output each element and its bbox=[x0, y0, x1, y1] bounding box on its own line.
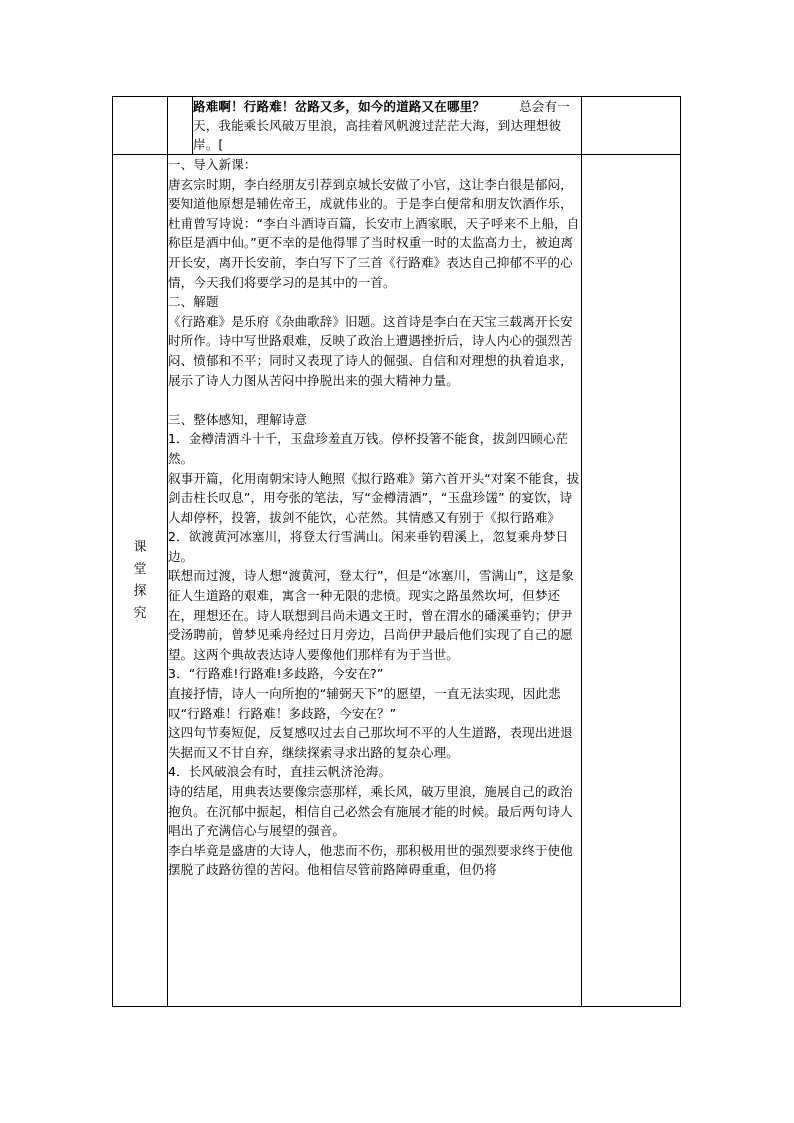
section-label-char: 探 bbox=[133, 583, 147, 599]
section-label-cell bbox=[113, 155, 168, 1007]
analysis-2: 联想而过渡，诗人想“渡黄河，登太行”，但是“冰塞川，雪满山”，这是象征人生道路的艰难，寓含一种无限的悲愤。现实之路虽然坎坷，但梦还在，理想还在。诗人联想到吕尚未遇文王时，曾在渭水的磻溪垂钓；伊尹受汤聘前，曾梦见乘舟经过日月旁边，吕尚伊尹最后他们实现了自己的愿望。这两个典故表达诗人要像他们那样有为于当世。 bbox=[168, 568, 575, 662]
top-note-cell bbox=[582, 97, 681, 155]
blank-line bbox=[168, 390, 581, 410]
top-text-cell bbox=[193, 97, 582, 155]
analysis-1: 叙事开篇，化用南朝宋诗人鲍照《拟行路难》第六首开头“对案不能食，拔剑击柱长叹息”，用夸张的笔法，写“金樽清酒”，“玉盘珍馐” 的宴饮，诗人却停杯，投箸，拔剑不能饮，心茫然。其情感又有别于《拟行路难》 bbox=[168, 470, 580, 525]
analysis-4: 诗的结尾，用典表达要像宗悫那样，乘长风，破万里浪，施展自己的政治抱负。在沉郁中振起，相信自己必然会有施展才能的时候。最后两句诗人唱出了充满信心与展望的强音。 bbox=[168, 784, 573, 839]
top-text-tail: 总会有一天，我能乘长风破万里浪，高挂着风帆渡过茫茫大海，到达理想彼岸。[ bbox=[193, 99, 570, 152]
explain-text: 《行路难》是乐府《杂曲歌辞》旧题。这首诗是李白在天宝三载离开长安时所作。诗中写世路艰难，反映了政治上遭遇挫折后，诗人内心的强烈苦闷、愤郁和不平；同时又表现了诗人的倔强、自信和对理想的执着追求，展示了诗人力图从苦闷中挣脱出来的强大精神力量。 bbox=[168, 313, 573, 388]
poem-line-2: 2．欲渡黄河冰塞川，将登太行雪满山。闲来垂钓碧溪上，忽复乘舟梦日边。 bbox=[168, 529, 569, 564]
poem-line-1: 1．金樽清酒斗十千，玉盘珍羞直万钱。停杯投箸不能食，拔剑四顾心茫然。 bbox=[168, 431, 569, 466]
top-row bbox=[113, 97, 681, 155]
section-label-char: 课 bbox=[133, 539, 147, 555]
intro-text: 唐玄宗时期，李白经朋友引荐到京城长安做了小官，这让李白很是郁闷，要知道他原想是辅佐帝王，成就伟业的。于是李白便常和朋友饮酒作乐，杜甫曾写诗说：“李白斗酒诗百篇，长安市上酒家眠，天子呼来不上船，自称臣是酒中仙。”更不幸的是他得罪了当时权重一时的太监高力士，被迫离开长安，离开长安前，李白写下了三首《行路难》表达自己抑郁不平的心情，今天我们将要学习的是其中的一首。 bbox=[168, 176, 580, 290]
poem-line-4: 4．长风破浪会有时，直挂云帆济沧海。 bbox=[168, 764, 392, 780]
top-text-lead: 路难啊！行路难！岔路又多，如今的道路又在哪里？ bbox=[193, 99, 486, 114]
main-row bbox=[113, 155, 681, 1007]
analysis-3: 直接抒情，诗人一向所抱的“辅弼天下”的愿望，一直无法实现，因此悲叹“行路难！行路难！多歧路，今安在？” bbox=[168, 686, 561, 721]
top-label-cell bbox=[113, 97, 168, 155]
lesson-table bbox=[112, 96, 681, 1007]
overall-heading: 三、整体感知，理解诗意 bbox=[168, 411, 308, 427]
top-gap-cell bbox=[168, 97, 193, 155]
explain-heading: 二、解题 bbox=[168, 294, 219, 310]
poem-line-3: 3．“行路难!行路难!多歧路，今安在?” bbox=[168, 666, 384, 682]
section-label-char: 究 bbox=[133, 605, 147, 621]
section-label bbox=[133, 537, 146, 625]
analysis-5: 李白毕竟是盛唐的大诗人，他悲而不伤，那积极用世的强烈要求终于使他摆脱了歧路彷徨的苦闷。他相信尽管前路障碍重重，但仍将 bbox=[168, 842, 573, 878]
analysis-3b: 这四句节奏短促，反复感叹过去自己那坎坷不平的人生道路，表现出进退失据而又不甘自弃，继续探索寻求出路的复杂心理。 bbox=[168, 725, 573, 760]
note-cell bbox=[582, 155, 681, 1007]
intro-heading: 一、导入新课： bbox=[168, 157, 257, 172]
content-cell bbox=[168, 155, 582, 1007]
section-label-char: 堂 bbox=[133, 561, 147, 577]
